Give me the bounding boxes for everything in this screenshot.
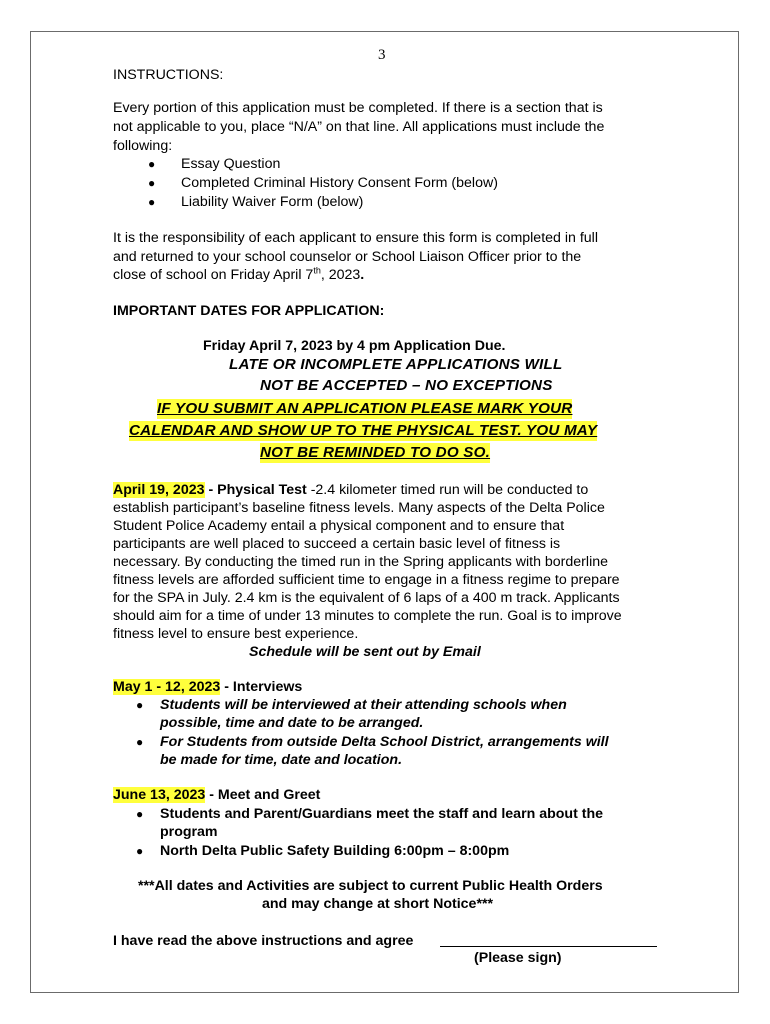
physical-test-line: for the SPA in July. 2.4 km is the equivalent of 6 laps of a 400 m track. Applicants (113, 590, 620, 606)
agreement-text: I have read the above instructions and agree (113, 933, 414, 949)
physical-test-line: necessary. By conducting the timed run in the Spring applicants with borderline (113, 554, 608, 570)
instructions-heading: INSTRUCTIONS: (113, 67, 224, 83)
bullet-icon: ● (148, 157, 156, 171)
physical-test-desc: -2.4 kilometer timed run will be conducted to (310, 482, 589, 498)
physical-test-line: fitness level to ensure best experience. (113, 626, 359, 642)
calendar-warning: CALENDAR AND SHOW UP TO THE PHYSICAL TEST. YOU MAY (129, 422, 598, 439)
interview-bullet: possible, time and date to be arranged. (160, 715, 424, 731)
physical-test-date: April 19, 2023 (113, 482, 205, 498)
deadline-text: close of school on Friday April 7 (113, 267, 314, 283)
disclaimer-line: and may change at short Notice*** (262, 896, 494, 912)
responsibility-line (113, 266, 364, 284)
due-line: Friday April 7, 2023 by 4 pm Application Due. (203, 338, 506, 354)
meet-greet-bullet: North Delta Public Safety Building 6:00pm – 8:00pm (160, 843, 510, 859)
interviews-heading (113, 678, 302, 696)
schedule-note: Schedule will be sent out by Email (249, 644, 481, 660)
physical-test-line: Student Police Academy entail a physical component and to ensure that (113, 518, 565, 534)
signature-line[interactable] (440, 946, 657, 947)
meet-greet-bullet: program (160, 824, 218, 840)
bullet-icon: ● (148, 176, 156, 190)
bullet-icon: ● (136, 844, 144, 858)
interview-bullet: be made for time, date and location. (160, 752, 403, 768)
list-item: Completed Criminal History Consent Form (below) (181, 175, 498, 191)
physical-test-line: should aim for a time of under 13 minutes to complete the run. Goal is to improve (113, 608, 622, 624)
meet-greet-heading (113, 786, 320, 804)
interview-bullet: For Students from outside Delta School District, arrangements will (160, 734, 609, 750)
interview-bullet: Students will be interviewed at their attending schools when (160, 697, 567, 713)
intro-line: not applicable to you, place “N/A” on that line. All applications must include the (113, 119, 605, 135)
list-item: Liability Waiver Form (below) (181, 194, 364, 210)
physical-test-line: establish participant’s baseline fitness levels. Many aspects of the Delta Police (113, 500, 605, 516)
sentence-end: . (360, 267, 365, 283)
intro-line: following: (113, 138, 173, 154)
calendar-warning: IF YOU SUBMIT AN APPLICATION PLEASE MARK YOUR (157, 400, 573, 417)
disclaimer-line: ***All dates and Activities are subject to current Public Health Orders (138, 878, 603, 894)
interviews-date: May 1 - 12, 2023 (113, 679, 221, 695)
ordinal-suffix: th (313, 265, 321, 276)
calendar-warning: NOT BE REMINDED TO DO SO. (260, 444, 491, 461)
dates-heading: IMPORTANT DATES FOR APPLICATION: (113, 303, 385, 319)
bullet-icon: ● (136, 698, 144, 712)
late-warning: LATE OR INCOMPLETE APPLICATIONS WILL (229, 356, 563, 373)
bullet-icon: ● (136, 735, 144, 749)
interviews-title: - Interviews (220, 679, 303, 695)
meet-greet-bullet: Students and Parent/Guardians meet the staff and learn about the (160, 806, 604, 822)
physical-test-line: fitness levels are afforded sufficient time to engage in a fitness regime to prepare (113, 572, 620, 588)
late-warning: NOT BE ACCEPTED – NO EXCEPTIONS (260, 377, 553, 394)
physical-test-line (113, 481, 588, 499)
sign-label: (Please sign) (474, 950, 562, 966)
intro-line: Every portion of this application must be completed. If there is a section that is (113, 100, 603, 116)
physical-test-title: - Physical Test (204, 482, 311, 498)
list-item: Essay Question (181, 156, 281, 172)
responsibility-line: It is the responsibility of each applicant to ensure this form is completed in full (113, 230, 598, 246)
bullet-icon: ● (148, 195, 156, 209)
responsibility-line: and returned to your school counselor or School Liaison Officer prior to the (113, 249, 582, 265)
meet-greet-title: - Meet and Greet (205, 787, 321, 803)
physical-test-line: participants are well placed to succeed a certain basic level of fitness is (113, 536, 561, 552)
page-number: 3 (378, 47, 386, 63)
meet-greet-date: June 13, 2023 (113, 787, 206, 803)
bullet-icon: ● (136, 807, 144, 821)
deadline-year: , 2023 (320, 267, 361, 283)
